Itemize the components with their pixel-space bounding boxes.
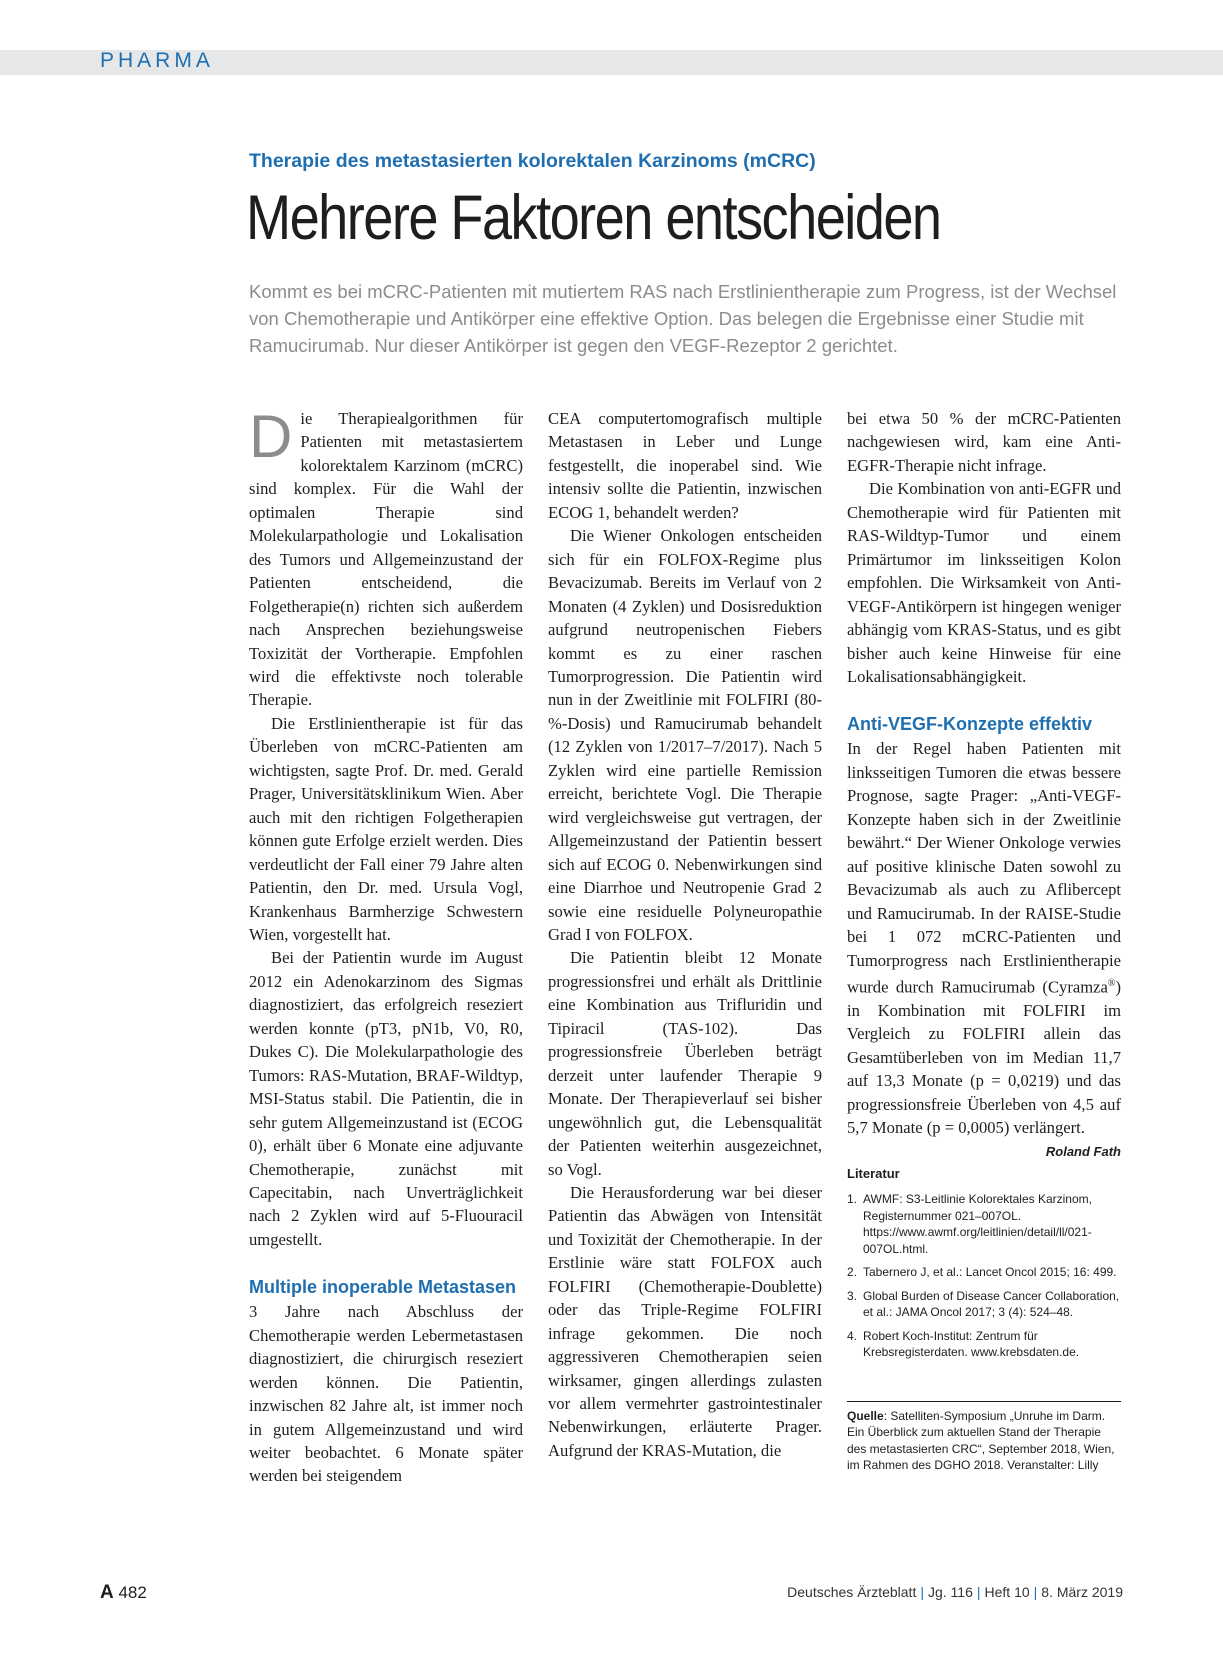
article-lead: Kommt es bei mCRC-Patienten mit mutiertem RAS nach Erstlinientherapie zum Progress, ist der Wechsel von Chemotherapie und Antikörper eine effektive Option. Das belegen die Ergebnisse einer Studie mit Ramucirumab. Nur dieser Antikörper ist gegen den VEGF-Rezeptor 2 gerichtet.: [249, 281, 1117, 356]
paragraph: Die Wiener Onkologen entscheiden sich für ein FOLFOX-Regime plus Bevacizumab. Bereits im Verlauf von 2 Monaten (4 Zyklen) und Dosisreduktion aufgrund neutropenischen Fiebers kommt es zu einer raschen Tumorprogression. Die Patientin wird nun in der Zweitlinie mit FOLFIRI (80-%-Dosis) und Ramucirumab behandelt (12 Zyklen von 1/2017–7/2017). Nach 5 Zyklen wird eine partielle Remission erreicht, berichtete Vogl. Die Therapie wird vergleichsweise gut vertragen, der Allgemeinzustand der Patientin bessert sich auf ECOG 0. Nebenwirkungen sind eine Diarrhoe und Neutropenie Grad 2 sowie eine residuelle Polyneuropathie Grad I von FOLFOX.: [548, 526, 822, 944]
reference-number: 4.: [847, 1328, 858, 1343]
paragraph: Die Herausforderung war bei dieser Patientin das Abwägen von Intensität und Toxizität der Chemotherapie. In der Erstlinie wäre statt FOLFOX auch FOLFIRI (Chemotherapie-Doublette) oder das Triple-Regime FOLFIRI infrage gekommen. Die noch aggressiveren Chemotherapien seien wirksamer, gingen allerdings zulasten vor allem vermehrter gastrointestinaler Nebenwirkungen, erläuterte Prager. Aufgrund der KRAS-Mutation, die: [548, 1182, 822, 1460]
reference-number: 3.: [847, 1288, 858, 1303]
reference-number: 2.: [847, 1265, 858, 1280]
journal-footer: [787, 1584, 1123, 1600]
reference-text: AWMF: S3-Leitlinie Kolorektales Karzinom, Registernummer 021–007OL. https://www.awmf.org/leitlinien/detail/ll/021-007OL.html.: [863, 1192, 1092, 1256]
paragraph: 3 Jahre nach Abschluss der Chemotherapie werden Lebermetastasen diagnostiziert, die chirurgisch reseziert werden können. Die Patientin, inzwischen 82 Jahre alt, ist immer noch in gutem Allgemeinzustand und wird weiter beobachtet. 6 Monate später werden bei steigendem: [249, 1302, 523, 1486]
paragraph: Die Erstlinientherapie ist für das Überleben von mCRC-Patienten am wichtigsten, sagte Prof. Dr. med. Gerald Prager, Universitätsklinikum Wien. Aber auch mit den richtigen Folgetherapien können gute Erfolge erzielt werden. Dies verdeutlicht der Fall einer 79 Jahre alten Patientin, den Dr. med. Ursula Vogl, Krankenhaus Barmherzige Schwestern Wien, vorgestellt hat.: [249, 713, 523, 944]
article-column-2: [548, 407, 822, 1462]
journal-issue: Heft 10: [984, 1584, 1030, 1600]
paragraph: Bei der Patientin wurde im August 2012 ein Adenokarzinom des Sigmas diagnostiziert, das erfolgreich reseziert werden konnte (pT3, pN1b, V0, R0, Dukes C). Die Molekularpathologie des Tumors: RAS-Mutation, BRAF-Wildtyp, MSI-Status stabil. Die Patientin, die in sehr gutem Allgemeinzustand ist (ECOG 0), erhält über 6 Monate eine adjuvante Chemotherapie, zunächst mit Capecitabin, nach Unverträglichkeit nach 2 Zyklen wird auf 5-Fluouracil umgestellt.: [249, 948, 523, 1249]
source-note: [847, 1401, 1121, 1474]
references-list: [847, 1191, 1121, 1361]
journal-volume: Jg. 116: [927, 1584, 973, 1600]
reference-text: Robert Koch-Institut: Zentrum für Krebsregisterdaten. www.krebsdaten.de.: [863, 1328, 1080, 1360]
article-headline: Mehrere Faktoren entscheiden: [246, 183, 941, 253]
source-label: Quelle: [847, 1408, 884, 1423]
article-column-3: [847, 407, 1121, 1474]
paragraph: bei etwa 50 % der mCRC-Patienten nachgewiesen wird, kam eine Anti-EGFR-Therapie nicht infrage.: [847, 409, 1121, 475]
separator: |: [1033, 1584, 1038, 1600]
paragraph-text: ) in Kombination mit FOLFIRI im Vergleich zu FOLFIRI allein das Gesamtüberleben von im Median 11,7 auf 13,3 Monate (p = 0,0219) und das progressionsfreie Überleben von 4,5 auf 5,7 Monate (p = 0,0005) verlängert.: [847, 977, 1121, 1138]
reference-item: [847, 1191, 1121, 1257]
separator: |: [920, 1584, 924, 1600]
journal-date: 8. März 2019: [1041, 1584, 1123, 1600]
source-text: : Satelliten-Symposium „Unruhe im Darm. Ein Überblick zum aktuellen Stand der Therapie des metastasierten CRC“, September 2018, Wien, im Rahmen des DGHO 2018. Veranstalter: Lilly: [847, 1408, 1115, 1473]
paragraph: CEA computertomografisch multiple Metastasen in Leber und Lunge festgestellt, die inoperabel sind. Wie intensiv sollte die Patientin, inzwischen ECOG 1, behandelt werden?: [548, 409, 822, 522]
article-column-1: [249, 403, 523, 1488]
subheading: Multiple inoperable Metastasen: [249, 1277, 517, 1298]
paragraph: [847, 737, 1121, 1159]
paragraph: Die Patientin bleibt 12 Monate progressionsfrei und erhält als Drittlinie eine Kombination aus Trifluridin und Tipiracil (TAS-102). Das progressionsfreie Überleben beträgt derzeit unter laufender Therapie 9 Monate. Der Therapieverlauf sei bisher ungewöhnlich gut, die Lebensqualität der Patienten weiterhin ausgezeichnet, so Vogl.: [548, 948, 822, 1179]
reference-text: Global Burden of Disease Cancer Collaboration, et al.: JAMA Oncol 2017; 3 (4): 524–48.: [863, 1288, 1120, 1320]
separator: |: [976, 1584, 981, 1600]
page-prefix: A: [100, 1582, 114, 1603]
subheading: Anti-VEGF-Konzepte effektiv: [847, 714, 1093, 735]
author-name: Roland Fath: [1045, 1143, 1121, 1159]
paragraph: Die Kombination von anti-EGFR und Chemotherapie wird für Patienten mit RAS-Wildtyp-Tumor und einem Primärtumor im linksseitigen Kolon empfohlen. Die Wirksamkeit von Anti-VEGF-Antikörpern ist hingegen weniger abhängig vom KRAS-Status, und es gibt bisher auch keine Hinweise für eine Lokalisationsabhängigkeit.: [847, 479, 1121, 686]
reference-item: [847, 1288, 1121, 1321]
page-number-value: 482: [118, 1583, 147, 1602]
drop-cap: D: [249, 403, 293, 470]
paragraph-text: In der Regel haben Patienten mit linksseitigen Tumoren die etwas bessere Prognose, sagte Prager: „Anti-VEGF-Konzepte haben sich in der Zweitlinie bewährt.“ Der Wiener Onkologe verwies auf positive klinische Daten sowohl zu Bevacizumab als auch zu Aflibercept und Ramucirumab. In der RAISE-Studie bei 1 072 mCRC-Patienten und Tumorprogress nach Erstlinientherapie wurde durch Ramucirumab (Cyramza: [847, 739, 1121, 997]
paragraph-text: ie Therapiealgorithmen für Patienten mit metastasiertem kolorektalem Karzinom (mCRC) sind komplex. Für die Wahl der optimalen Therapie sind Molekularpathologie und Lokalisation des Tumors und Allgemeinzustand der Patienten entscheidend, die Folgetherapie(n) richten sich außerdem nach Ansprechen beziehungsweise Toxizität der Vortherapie. Empfohlen wird die effektivste noch tolerable Therapie.: [249, 409, 523, 710]
section-label: PHARMA: [100, 49, 214, 72]
registered-mark: ®: [1107, 977, 1116, 989]
reference-number: 1.: [847, 1192, 858, 1207]
reference-item: [847, 1328, 1121, 1361]
reference-item: [847, 1264, 1121, 1281]
paragraph: [249, 403, 523, 712]
article-kicker: Therapie des metastasierten kolorektalen Karzinoms (mCRC): [249, 150, 816, 172]
page-number: [100, 1582, 147, 1604]
reference-text: Tabernero J, et al.: Lancet Oncol 2015; 16: 499.: [863, 1265, 1117, 1280]
journal-name: Deutsches Ärzteblatt: [787, 1584, 917, 1600]
references-title: Literatur: [847, 1165, 900, 1181]
